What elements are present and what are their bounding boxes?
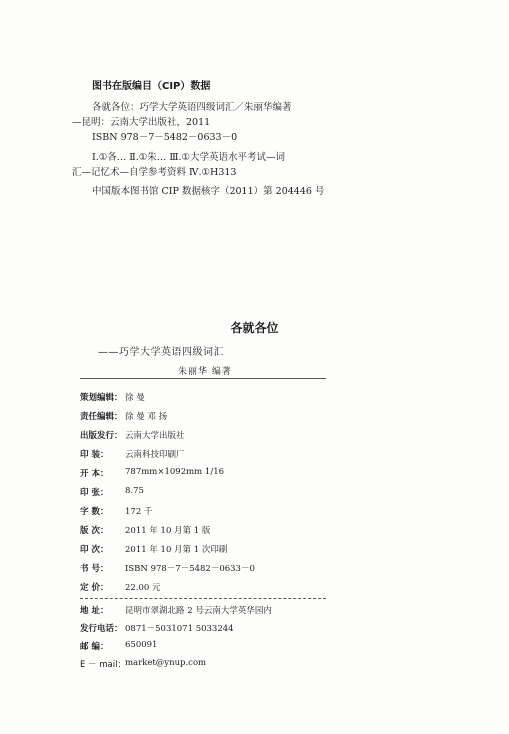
- cip-line-isbn: ISBN 978－7－5482－0633－0: [92, 132, 238, 143]
- book-author: 朱丽华 编著: [178, 367, 232, 377]
- cip-line-publisher: —昆明：云南大学出版社，2011: [72, 117, 211, 128]
- contact-value: market@ynup.com: [125, 658, 207, 668]
- info-value: 云南大学出版社: [125, 431, 185, 441]
- cip-heading: 图书在版编目（CIP）数据: [92, 81, 211, 92]
- info-value: 云南科技印刷厂: [125, 450, 185, 460]
- info-value: 徐 曼: [125, 393, 145, 403]
- info-value: 2011 年 10 月第 1 次印刷: [125, 545, 228, 555]
- book-subtitle: ——巧学大学英语四级词汇: [98, 347, 224, 358]
- info-label: 版 次：: [80, 526, 109, 536]
- info-label: 策划编辑：: [80, 393, 123, 403]
- info-value: 2011 年 10 月第 1 版: [125, 526, 211, 536]
- info-label: 开 本：: [80, 469, 109, 479]
- contact-label: 地 址：: [80, 606, 109, 616]
- info-value: ISBN 978－7－5482－0633－0: [125, 564, 255, 574]
- info-value: 172 千: [125, 507, 153, 517]
- cip-line-record-number: 中国版本图书馆 CIP 数据核字（2011）第 204446 号: [92, 186, 325, 197]
- contact-value: 昆明市翠湖北路 2 号云南大学英华园内: [125, 606, 272, 616]
- info-label: 印 张：: [80, 488, 109, 498]
- info-value: 787mm×1092mm 1/16: [125, 467, 225, 477]
- divider-top: [80, 378, 326, 379]
- contact-label: E － mail：: [80, 660, 126, 670]
- cip-line-classification: Ⅰ.①各… Ⅱ.①朱… Ⅲ.①大学英语水平考试—词: [92, 152, 286, 163]
- book-title: 各就各位: [230, 321, 279, 335]
- contact-value: 650091: [125, 640, 158, 650]
- divider-bottom: [80, 598, 326, 599]
- info-value: 徐 曼 邓 扬: [125, 412, 168, 422]
- info-label: 字 数：: [80, 507, 109, 517]
- contact-value: 0871－5031071 5033244: [125, 624, 234, 634]
- info-label: 定 价：: [80, 583, 109, 593]
- info-value: 22.00 元: [125, 583, 161, 593]
- info-label: 出版发行：: [80, 431, 123, 441]
- info-label: 印 次：: [80, 545, 109, 555]
- cip-line-title: 各就各位：巧学大学英语四级词汇／朱丽华编著: [92, 102, 292, 113]
- contact-label: 邮 编：: [80, 642, 109, 652]
- cip-line-classification-cont: 汇—记忆术—自学参考资料 Ⅳ.①H313: [72, 167, 237, 178]
- info-value: 8.75: [125, 486, 144, 496]
- info-label: 责任编辑：: [80, 412, 123, 422]
- info-label: 印 装：: [80, 450, 109, 460]
- contact-label: 发行电话：: [80, 624, 123, 634]
- info-label: 书 号：: [80, 564, 109, 574]
